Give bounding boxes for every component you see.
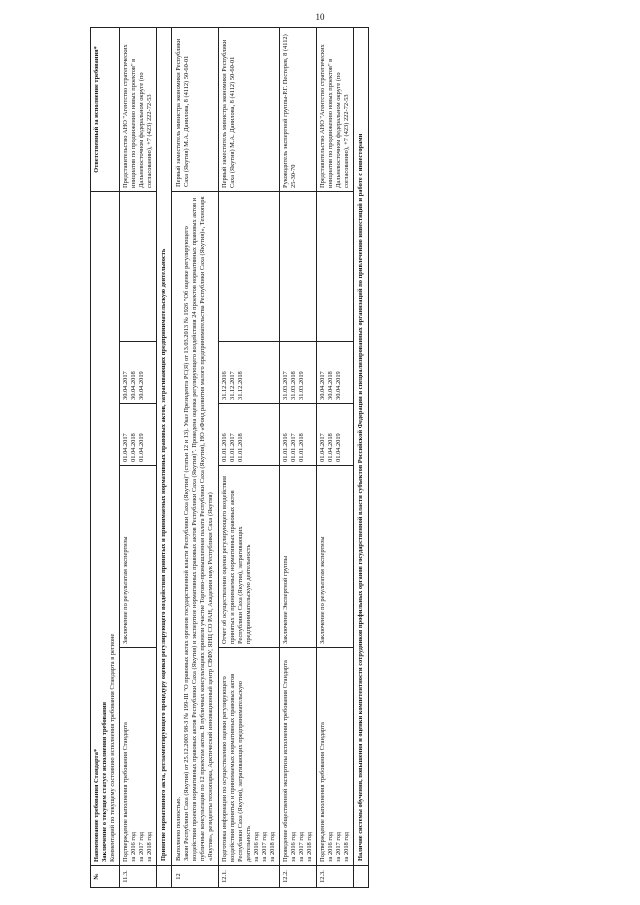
header-name: Наименование требования Стандарта* xyxy=(93,748,100,862)
row-empty xyxy=(120,191,157,341)
row-name: Подтверждение выполнения требования Стандарта за 2016 год за 2017 год за 2018 год xyxy=(317,648,354,866)
start-date: 01.04.2018 xyxy=(130,433,137,462)
row-responsible: Первый заместитель министра экономики Республики Саха (Якутия) М.А. Данилова, 8 (4112) 50-60-01 xyxy=(219,27,280,191)
row-empty xyxy=(219,191,280,341)
end-date: 30.04.2018 xyxy=(327,371,334,400)
row-name: Подготовка информации по осуществлению оценки регулирующего воздействия принятых и принимаемых нормативных правовых актов Республики Саха (Якутия), затрагивающих предпринимательскую деятельность за 2016 год за 2017 год за 2018 год xyxy=(219,648,280,866)
row-result: Заключение по результатам экспертизы xyxy=(120,466,157,648)
row-end-dates xyxy=(120,342,157,404)
end-date: 31.03.2018 xyxy=(290,371,297,400)
end-date: 31.12.2018 xyxy=(237,371,244,400)
row-result: Заключение Экспертной группы xyxy=(280,466,317,648)
end-date: 30.04.2019 xyxy=(335,371,342,400)
end-date: 30.04.2019 xyxy=(138,371,145,400)
start-date: 01.01.2018 xyxy=(298,433,305,462)
end-date: 31.03.2019 xyxy=(298,371,305,400)
end-date: 30.04.2018 xyxy=(130,371,137,400)
row-name: Проведение общественной экспертизы исполнения требования Стандарта за 2016 год за 2017 год за 2018 год xyxy=(280,648,317,866)
section13-title: Наличие системы обучения, повышения и оценки компетентности сотрудников профильных органов государственной власти субъектов Российской Федерации и специализированных организаций по привлечению инвестиций и работе с инвесторами xyxy=(354,27,369,865)
start-date: 01.01.2017 xyxy=(229,433,236,462)
row-responsible: Представительство АНО "Агентство стратегических инициатив по продвижению новых проектов" в Дальневосточном федеральном округе (по согласованию), +7 (423) 222-72-53 xyxy=(120,27,157,191)
table-row xyxy=(317,27,354,887)
end-date: 31.12.2016 xyxy=(221,371,228,400)
start-date: 01.01.2016 xyxy=(282,433,289,462)
row-start-dates xyxy=(317,404,354,466)
start-date: 01.04.2018 xyxy=(327,433,334,462)
row-responsible: Представительство АНО "Агентство стратегических инициатив по продвижению новых проектов" в Дальневосточном федеральном округе (по согласованию), +7 (423) 222-72-53 xyxy=(317,27,354,191)
section12-body: Выполнено полностью. Закон Республики Саха (Якутия) от 25.12.2003 98-З № 199-III "О правовых актах органов государственной власти Республики Саха (Якутия)" (статьи 12 и 13). Указ Президента РС(Я) от 13.03.2013 № 1926 "Об оценке регулирующего воздействия проектов нормативных правовых актов Республики Саха (Якутия) и экспертизе нормативных правовых актов Республики Саха (Якутия)". Проведена оценка регулирующего воздействия 24 проектов нормативных правовых актов и публичные консультации по 12 проектам актов. В публичных консультациях приняли участие Торгово-промышленная палата Республики Саха (Якутия), НО «Фонд развития малого предпринимательства Республики Саха (Якутия)», Технопарк «Якутия», резиденты технопарка, Арктический инновационный центр СВФУ, ЯНЦ СО РАН, Академия наук Республики Саха (Якутия) xyxy=(172,191,219,865)
section-num-empty xyxy=(354,866,369,888)
row-responsible: Руководитель экспертной группы-Р.Г. Пестерев, 8 (4112) 25-30-70 xyxy=(280,27,317,191)
table-row xyxy=(280,27,317,887)
end-date: 30.04.2017 xyxy=(319,371,326,400)
section12-num: 12 xyxy=(172,866,219,888)
row-end-dates xyxy=(219,342,280,404)
start-date: 01.01.2017 xyxy=(290,433,297,462)
row-start-dates xyxy=(219,404,280,466)
start-date: 01.04.2017 xyxy=(122,433,129,462)
start-date: 01.04.2017 xyxy=(319,433,326,462)
row-num: 12.2. xyxy=(280,866,317,888)
section-title-row xyxy=(157,27,172,887)
header-row xyxy=(91,27,120,887)
table-row xyxy=(120,27,157,887)
row-empty xyxy=(280,191,317,341)
start-date: 01.01.2018 xyxy=(237,433,244,462)
row-name: Подтверждение выполнения требования Стандарта за 2016 год за 2017 год за 2018 год xyxy=(120,648,157,866)
header-name-cell xyxy=(91,191,120,865)
page-number: 10 xyxy=(315,12,325,22)
section12-title: Принятие нормативного акта, регламентирующего процедуру оценки регулирующего воздействия принятых и принимаемых нормативных правовых актов, затрагивающих предпринимательскую деятельность xyxy=(157,27,172,865)
row-num: 11.3. xyxy=(120,866,157,888)
end-date: 31.03.2017 xyxy=(282,371,289,400)
start-date: 01.04.2019 xyxy=(138,433,145,462)
table-row xyxy=(219,27,280,887)
rotated-table-container xyxy=(90,28,628,888)
row-start-dates xyxy=(280,404,317,466)
start-date: 01.04.2019 xyxy=(335,433,342,462)
header-responsible: Ответственный за исполнение требования* xyxy=(91,27,120,191)
header-comment: Комментарий по текущему состоянию исполнения требования Стандарта в регионе xyxy=(109,633,116,862)
section-body-row xyxy=(172,27,219,887)
row-empty xyxy=(317,191,354,341)
row-num: 12.1. xyxy=(219,866,280,888)
section-num-empty xyxy=(157,866,172,888)
section12-responsible: Первый заместитель министра экономики Республики Саха (Якутия) М.А. Данилова, 8 (4112) 50-60-01 xyxy=(172,27,219,191)
row-end-dates xyxy=(280,342,317,404)
standard-requirements-table xyxy=(90,27,369,888)
row-end-dates xyxy=(317,342,354,404)
row-result: Отчет об осуществлении оценки регулирующего воздействия принятых и принимаемых нормативных правовых актов Республики Саха (Якутия), затрагивающих предпринимательскую деятельность xyxy=(219,466,280,648)
header-num: № xyxy=(91,866,120,888)
row-result: Заключение по результатам экспертизы xyxy=(317,466,354,648)
start-date: 01.01.2016 xyxy=(221,433,228,462)
row-num: 12.3. xyxy=(317,866,354,888)
section-title-row xyxy=(354,27,369,887)
header-status-title: Заключение о текущем статусе исполнения требования xyxy=(101,702,108,862)
row-start-dates xyxy=(120,404,157,466)
end-date: 30.04.2017 xyxy=(122,371,129,400)
end-date: 31.12.2017 xyxy=(229,371,236,400)
